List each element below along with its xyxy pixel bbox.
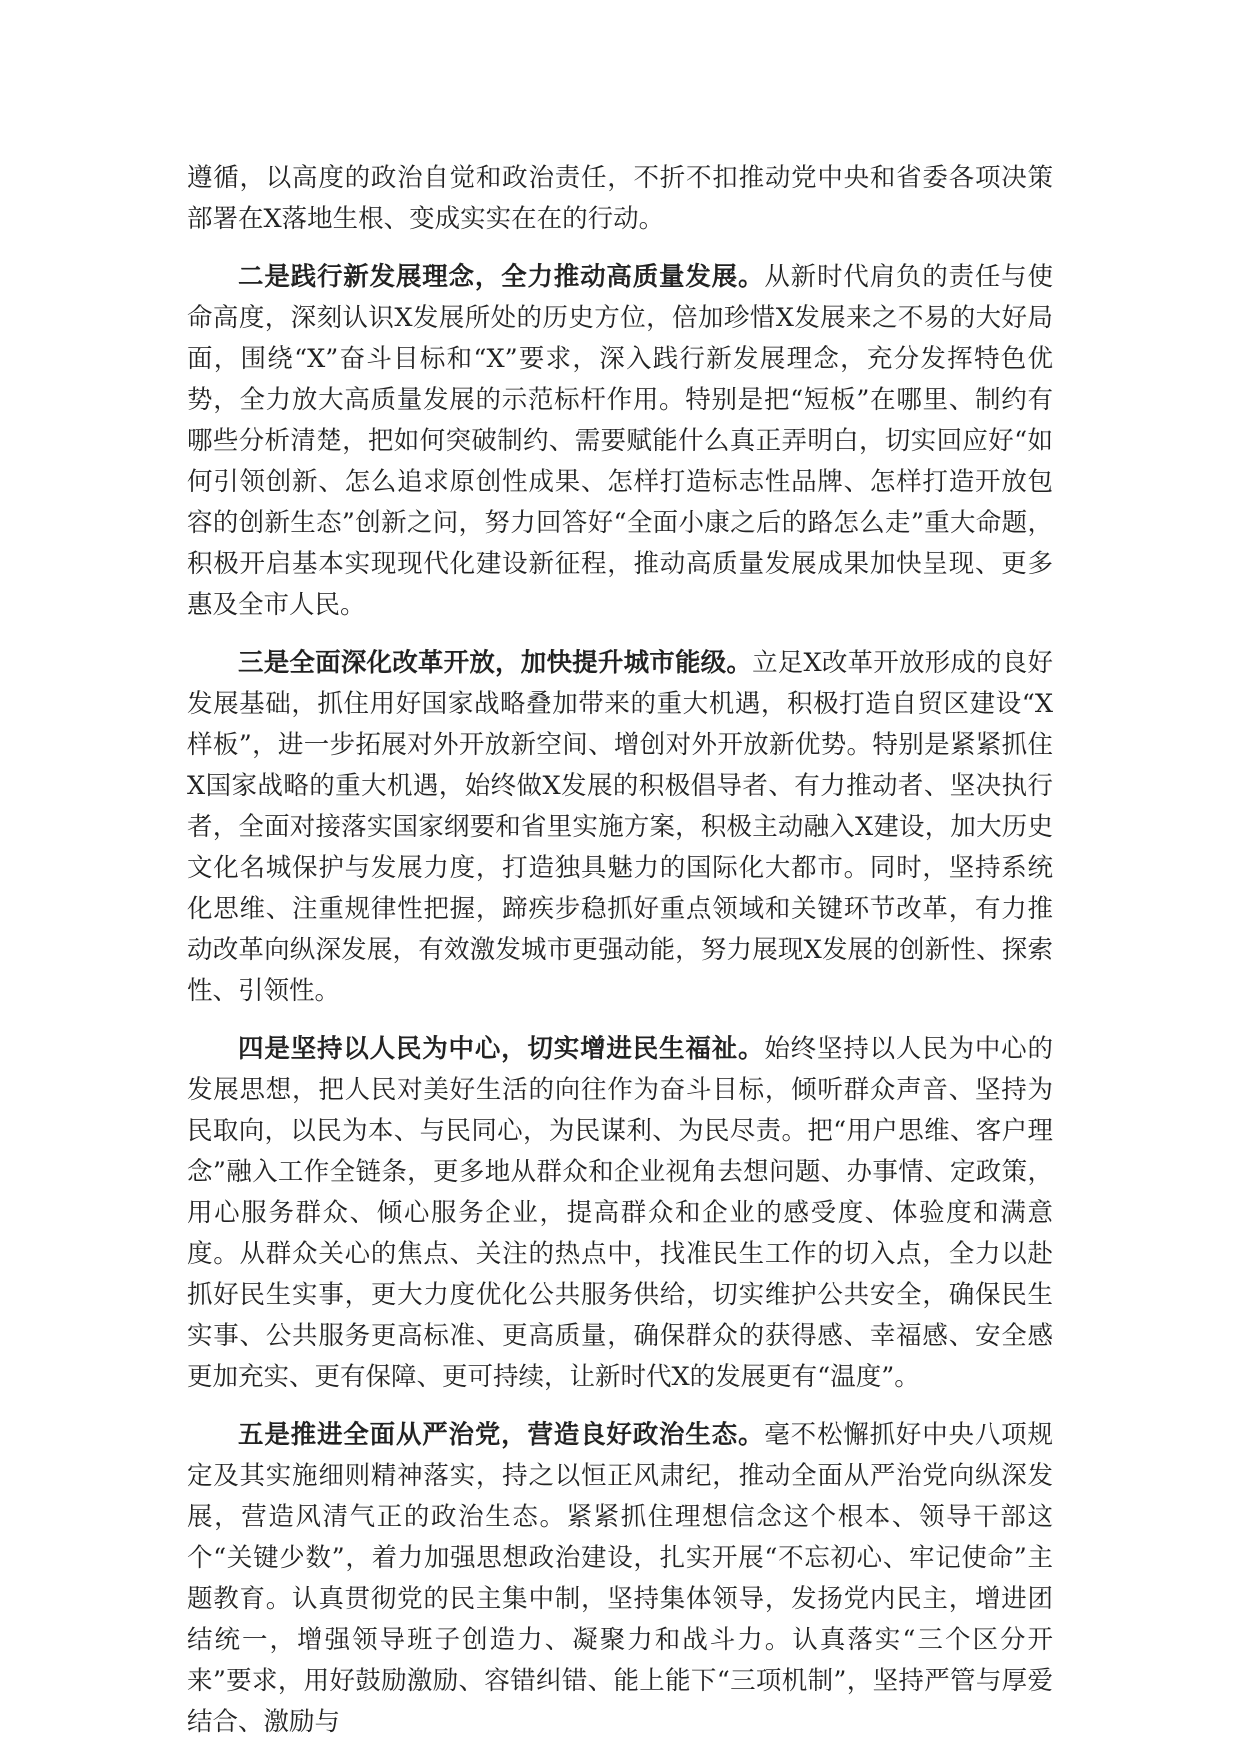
paragraph-continued bbox=[187, 158, 1053, 240]
paragraph-heading: 二是践行新发展理念，全力推动高质量发展。 bbox=[238, 262, 765, 292]
paragraph-text: 遵循，以高度的政治自觉和政治责任，不折不扣推动党中央和省委各项决策部署在X落地生根、变成实实在在的行动。 bbox=[187, 163, 1053, 234]
paragraph-text: 立足X改革开放形成的良好发展基础，抓住用好国家战略叠加带来的重大机遇，积极打造自贸区建设“X样板”，进一步拓展对外开放新空间、增创对外开放新优势。特别是紧紧抓住X国家战略的重大机遇，始终做X发展的积极倡导者、有力推动者、坚决执行者，全面对接落实国家纲要和省里实施方案，积极主动融入X建设，加大历史文化名城保护与发展力度，打造独具魅力的国际化大都市。同时，坚持系统化思维、注重规律性把握，蹄疾步稳抓好重点领域和关键环节改革，有力推动改革向纵深发展，有效激发城市更强动能，努力展现X发展的创新性、探索性、引领性。 bbox=[187, 648, 1053, 1006]
paragraph-heading: 三是全面深化改革开放，加快提升城市能级。 bbox=[238, 648, 753, 678]
paragraph-2 bbox=[187, 257, 1053, 626]
paragraph-5 bbox=[187, 1415, 1053, 1743]
paragraph-4 bbox=[187, 1029, 1053, 1398]
paragraph-heading: 五是推进全面从严治党，营造良好政治生态。 bbox=[238, 1420, 765, 1450]
paragraph-heading: 四是坚持以人民为中心，切实增进民生福祉。 bbox=[238, 1034, 765, 1064]
paragraph-text: 从新时代肩负的责任与使命高度，深刻认识X发展所处的历史方位，倍加珍惜X发展来之不易的大好局面，围绕“X”奋斗目标和“X”要求，深入践行新发展理念，充分发挥特色优势，全力放大高质量发展的示范标杆作用。特别是把“短板”在哪里、制约有哪些分析清楚，把如何突破制约、需要赋能什么真正弄明白，切实回应好“如何引领创新、怎么追求原创性成果、怎样打造标志性品牌、怎样打造开放包容的创新生态”创新之问，努力回答好“全面小康之后的路怎么走”重大命题，积极开启基本实现现代化建设新征程，推动高质量发展成果加快呈现、更多惠及全市人民。 bbox=[187, 262, 1053, 620]
document-page bbox=[187, 158, 1053, 1760]
paragraph-3 bbox=[187, 643, 1053, 1012]
paragraph-text: 始终坚持以人民为中心的发展思想，把人民对美好生活的向往作为奋斗目标，倾听群众声音、坚持为民取向，以民为本、与民同心，为民谋利、为民尽责。把“用户思维、客户理念”融入工作全链条，更多地从群众和企业视角去想问题、办事情、定政策，用心服务群众、倾心服务企业，提高群众和企业的感受度、体验度和满意度。从群众关心的焦点、关注的热点中，找准民生工作的切入点，全力以赴抓好民生实事，更大力度优化公共服务供给，切实维护公共安全，确保民生实事、公共服务更高标准、更高质量，确保群众的获得感、幸福感、安全感更加充实、更有保障、更可持续，让新时代X的发展更有“温度”。 bbox=[187, 1034, 1053, 1392]
paragraph-text: 毫不松懈抓好中央八项规定及其实施细则精神落实，持之以恒正风肃纪，推动全面从严治党向纵深发展，营造风清气正的政治生态。紧紧抓住理想信念这个根本、领导干部这个“关键少数”，着力加强思想政治建设，扎实开展“不忘初心、牢记使命”主题教育。认真贯彻党的民主集中制，坚持集体领导，发扬党内民主，增进团结统一，增强领导班子创造力、凝聚力和战斗力。认真落实“三个区分开来”要求，用好鼓励激励、容错纠错、能上能下“三项机制”，坚持严管与厚爱结合、激励与 bbox=[187, 1420, 1053, 1737]
